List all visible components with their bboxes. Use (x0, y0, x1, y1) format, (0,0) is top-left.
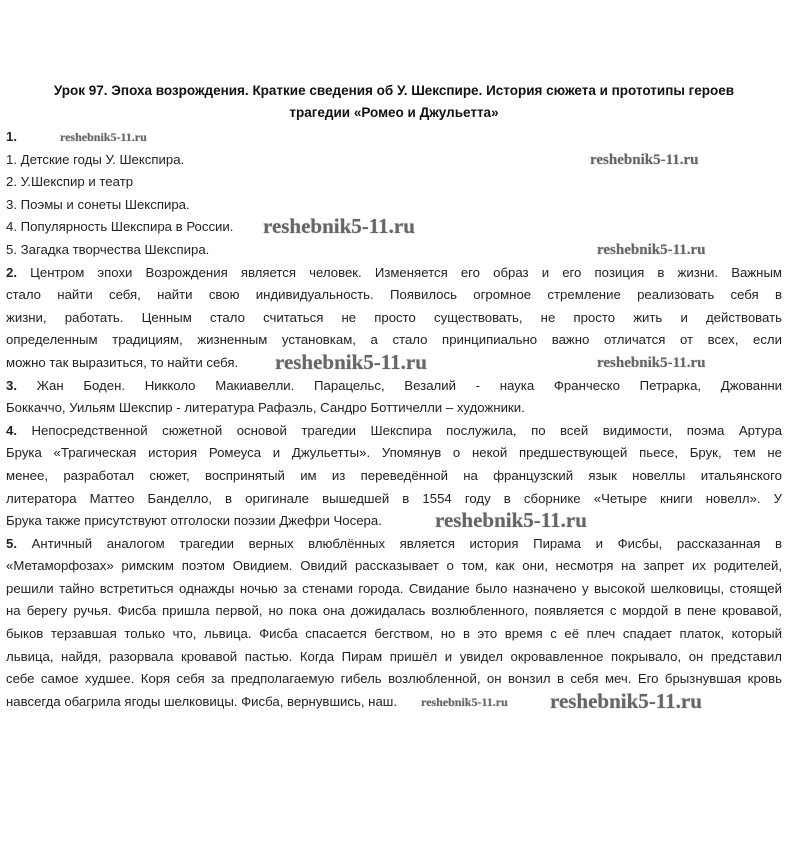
line-text: решили тайно встретиться однажды ночью за стенами города. Свидание было назначено у высокой шелковицы, стоящей (6, 580, 782, 596)
line-text: менее, разработал сюжет, воспринятый им из переведённой на французский язык новеллы итальянского (6, 467, 782, 483)
text-line (6, 488, 782, 511)
line-text: Брука «Трагическая история Ромеуса и Джульетты». Упомянув о некой предшествующей пьесе, Брук, тем не (6, 445, 782, 461)
text-line (6, 149, 782, 172)
line-text: Брука также присутствуют отголоски поэзии Джефри Чосера. (6, 513, 382, 529)
text-line (6, 510, 782, 533)
text-line (6, 555, 782, 578)
watermark: reshebnik5-11.ru (263, 214, 415, 239)
watermark: reshebnik5-11.ru (421, 694, 508, 709)
line-text: стало найти себя, найти свою индивидуальность. Появилось огромное стремление реализовать себя в (6, 287, 782, 303)
section-number: 3. (6, 377, 17, 393)
line-text: определенным традициям, жизненным установкам, а стало принципиально важно отличатся от всех, если (6, 332, 782, 348)
text-line (6, 397, 782, 420)
line-text: Жан Боден. Никколо Макиавелли. Парацельс, Везалий - наука Франческо Петрарка, Джованни (36, 377, 782, 393)
text-line (6, 216, 782, 239)
text-line (6, 578, 782, 601)
text-line (6, 688, 782, 714)
line-text: 5. Загадка творчества Шекспира. (6, 241, 210, 257)
document-page (6, 80, 782, 713)
text-line (6, 329, 782, 352)
line-text: быков терзавшая только что, львица. Фисба спасается бегством, но в это время с её плеч спадает платок, который (6, 626, 782, 642)
text-line (6, 171, 782, 194)
text-line (6, 349, 782, 375)
line-text: 4. Популярность Шекспира в России. (6, 219, 234, 235)
text-line (6, 646, 782, 669)
document-body (6, 126, 782, 713)
text-line (6, 126, 782, 149)
watermark: reshebnik5-11.ru (550, 688, 702, 713)
text-line (6, 623, 782, 646)
line-text: 1. Детские годы У. Шекспира. (6, 151, 185, 167)
text-line (6, 465, 782, 488)
watermark: reshebnik5-11.ru (60, 130, 147, 144)
text-line (6, 239, 782, 262)
watermark: reshebnik5-11.ru (597, 241, 706, 258)
section-number: 5. (6, 535, 17, 551)
text-line (6, 600, 782, 623)
text-line (6, 533, 782, 556)
line-text: можно так выразиться, то найти себя. (6, 354, 239, 370)
watermark: reshebnik5-11.ru (597, 354, 706, 371)
text-line (6, 442, 782, 465)
text-line (6, 262, 782, 285)
line-text: 3. Поэмы и сонеты Шекспира. (6, 196, 190, 212)
text-line (6, 284, 782, 307)
section-number: 2. (6, 264, 17, 280)
lesson-title-line-2: трагедии «Ромео и Джульетта» (289, 105, 499, 120)
text-line (6, 668, 782, 691)
lesson-title-line-1: Урок 97. Эпоха возрождения. Краткие сведения об У. Шекспире. История сюжета и прототипы героев (53, 83, 735, 98)
section-number: 4. (6, 422, 17, 438)
line-text: себе самое худшее. Коря себя за предполагаемую гибель возлюбленной, он вонзил в себя меч. Его брызнувшая кровь (6, 671, 782, 687)
line-text: Центром эпохи Возрождения является человек. Изменяется его образ и его позиция в жизни. Важным (30, 264, 782, 280)
watermark: reshebnik5-11.ru (435, 508, 587, 533)
watermark: reshebnik5-11.ru (590, 151, 699, 168)
section-number: 1. (6, 129, 17, 144)
line-text: навсегда обагрила ягоды шелковицы. Фисба, вернувшись, наш. (6, 693, 398, 709)
line-text: литератора Маттео Банделло, в оригинале вышедшей в 1554 году в сборнике «Четыре книги новелл». У (6, 490, 782, 506)
text-line (6, 307, 782, 330)
line-text: на берегу ручья. Фисба пришла первой, но пока она дожидалась возлюбленного, появляется с мордой в пене кровавой, (6, 603, 782, 619)
line-text: Непосредственной сюжетной основой трагедии Шекспира послужила, по всей видимости, поэма Артура (31, 422, 782, 438)
watermark: reshebnik5-11.ru (275, 349, 427, 374)
line-text: львица, найдя, разорвала кровавой пастью. Когда Пирам пришёл и увидел окровавленное покрывало, он представил (6, 648, 782, 664)
text-line (6, 420, 782, 443)
line-text: жизни, работать. Ценным стало считаться не просто существовать, не просто жить и действовать (6, 309, 782, 325)
line-text: 2. У.Шекспир и театр (6, 174, 134, 190)
line-text: «Метаморфозах» римским поэтом Овидием. Овидий рассказывает о том, как они, несмотря на запрет их родителей, (6, 558, 782, 574)
text-line (6, 194, 782, 217)
line-text: Боккаччо, Уильям Шекспир - литература Рафаэль, Сандро Боттичелли – художники. (6, 400, 525, 416)
line-text: Античный аналогом трагедии верных влюблённых является история Пирама и Фисбы, рассказанная в (31, 535, 782, 551)
text-line (6, 375, 782, 398)
